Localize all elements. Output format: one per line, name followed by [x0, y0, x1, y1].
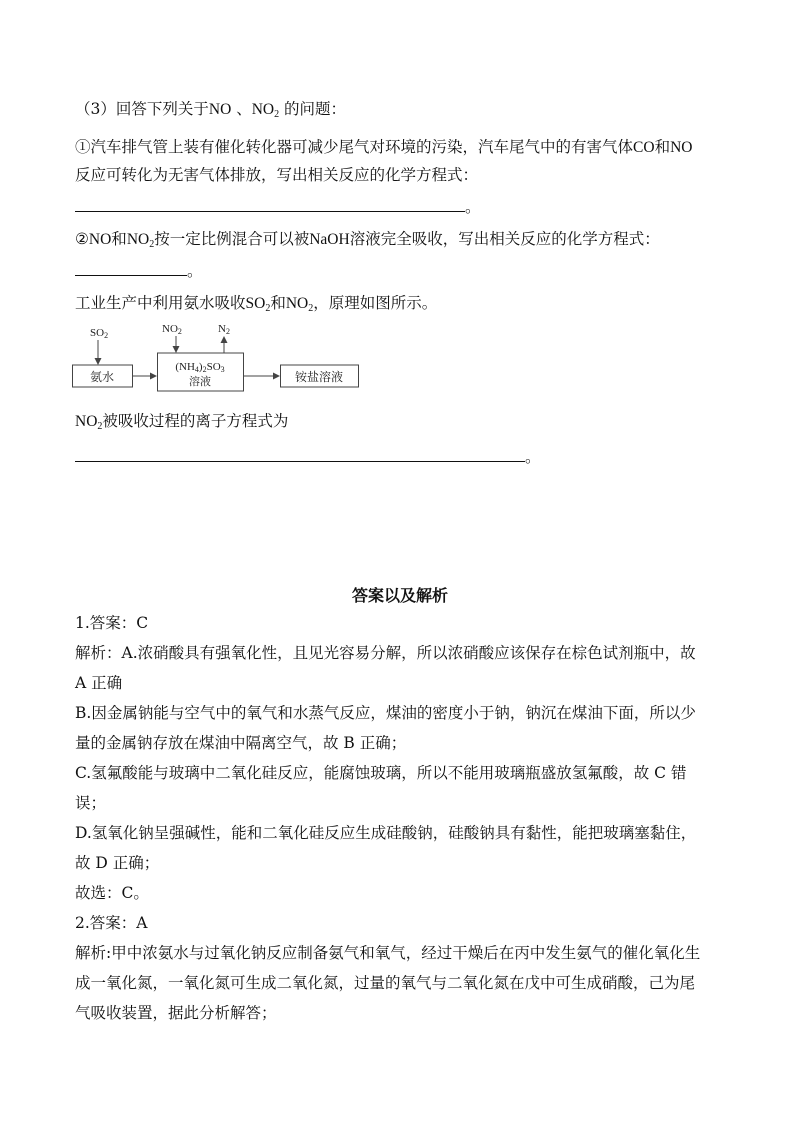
- absorption-text: 被吸收过程的离子方程式为: [102, 412, 289, 430]
- answer-2-explain-l2: 成一氧化氮，一氧化氮可生成二氧化氮，过量的氧气与二氧化氮在戊中可生成硝酸，己为尾: [75, 974, 696, 992]
- so2-base: SO: [245, 295, 266, 312]
- formula-no2: [286, 295, 313, 312]
- box-ammonia-label: 氨水: [89, 370, 115, 384]
- answer-2-explain-l1: 解析:甲中浓氨水与过氧化钠反应制备氨气和氧气，经过干燥后在丙中发生氨气的催化氧化生: [75, 944, 701, 962]
- industry-sentence: [75, 292, 437, 320]
- part1-text: ①汽车排气管上装有催化转化器可减少尾气对环境的污染，汽车尾气中的有害气体: [75, 138, 634, 156]
- answer-blank-1[interactable]: [75, 196, 481, 218]
- formula-no: NO: [208, 101, 232, 118]
- separator: 、: [231, 100, 252, 118]
- blank-line[interactable]: [75, 447, 525, 462]
- answer-1-explain-l5: C.氢氟酸能与玻璃中二氧化硅反应，能腐蚀玻璃，所以不能用玻璃瓶盛放氢氟酸，故 C 错: [75, 764, 687, 782]
- answers-title: 答案以及解析: [351, 586, 448, 605]
- formula-no2: [127, 231, 154, 248]
- absorption-question: [75, 410, 288, 438]
- q3-part1-line2: 反应可转化为无害气体排放，写出相关反应的化学方程式：: [75, 166, 479, 184]
- no2-base: NO: [75, 413, 98, 430]
- answer-1: 1.答案：C: [75, 614, 149, 632]
- label-so2: SO2: [90, 327, 109, 340]
- q3-part1-line1: [75, 136, 692, 159]
- no2-base: NO: [126, 231, 150, 248]
- subscript: 2: [308, 303, 314, 314]
- q3-part2-line1: [75, 228, 660, 256]
- period: 。: [525, 448, 541, 466]
- formula-no: NO: [670, 139, 693, 156]
- and-text: 和: [654, 138, 671, 156]
- industry-text: 工业生产中利用氨水吸收: [75, 294, 246, 312]
- subscript: 2: [149, 239, 155, 250]
- answer-2: 2.答案：A: [75, 914, 148, 932]
- period: 。: [187, 262, 203, 280]
- subscript: 2: [265, 303, 271, 314]
- blank-line[interactable]: [75, 197, 465, 212]
- industry-text-end: ，原理如图所示。: [313, 294, 438, 312]
- answer-blank-2[interactable]: [75, 260, 203, 282]
- box-ammonium-salt-label: 铵盐溶液: [294, 370, 344, 384]
- answer-1-explain-l8: 故 D 正确；: [75, 854, 160, 872]
- subscript: 2: [274, 109, 280, 120]
- answer-1-explain-l3: B.因金属钠能与空气中的氧气和水蒸气反应，煤油的密度小于钠，钠沉在煤油下面，所以少: [75, 704, 696, 722]
- formula-no2: [75, 413, 102, 430]
- and-text: 和: [270, 294, 286, 312]
- subscript: 2: [97, 421, 103, 432]
- period: 。: [465, 198, 481, 216]
- no2-base: NO: [285, 295, 309, 312]
- formula-naoh: NaOH: [309, 231, 350, 248]
- formula-no2: [252, 101, 279, 118]
- answer-1-explain-l7: D.氢氧化钠呈强碱性，能和二氧化硅反应生成硅酸钠，硅酸钠具有黏性，能把玻璃塞黏住，: [75, 824, 697, 842]
- and-text: 和: [111, 230, 127, 248]
- box-ammonium-sulfite-solution: 溶液: [189, 376, 211, 388]
- part2-text: 按一定比例混合可以被: [154, 230, 310, 248]
- part2-marker: ②: [75, 230, 89, 248]
- formula-so2: [246, 295, 271, 312]
- part2-text-end: 溶液完全吸收，写出相关反应的化学方程式：: [349, 230, 660, 248]
- formula-co: CO: [633, 139, 655, 156]
- answer-1-explain-l6: 误；: [75, 794, 107, 812]
- answer-1-explain-l1: 解析：A.浓硝酸具有强氧化性，且见光容易分解，所以浓硝酸应该保存在棕色试剂瓶中，故: [75, 644, 696, 662]
- no2-base: NO: [251, 101, 275, 118]
- label-n2: N2: [218, 323, 230, 336]
- question-3-header: [75, 98, 346, 126]
- q3-header-text: （3）回答下列关于: [75, 100, 209, 118]
- process-flow-diagram: [72, 320, 362, 392]
- answer-blank-3[interactable]: [75, 446, 541, 468]
- box-ammonium-sulfite-formula: (NH4)2SO3: [175, 361, 225, 374]
- answer-1-conclusion: 故选：C。: [75, 884, 149, 902]
- answer-1-explain-l2: A 正确: [75, 674, 123, 692]
- blank-line[interactable]: [75, 261, 187, 276]
- answer-1-explain-l4: 量的金属钠存放在煤油中隔离空气，故 B 正确；: [75, 734, 407, 752]
- q3-header-end: 的问题：: [279, 100, 347, 118]
- label-no2: NO2: [162, 323, 182, 336]
- formula-no: NO: [88, 231, 112, 248]
- answer-2-explain-l3: 气吸收装置，据此分析解答；: [75, 1004, 277, 1022]
